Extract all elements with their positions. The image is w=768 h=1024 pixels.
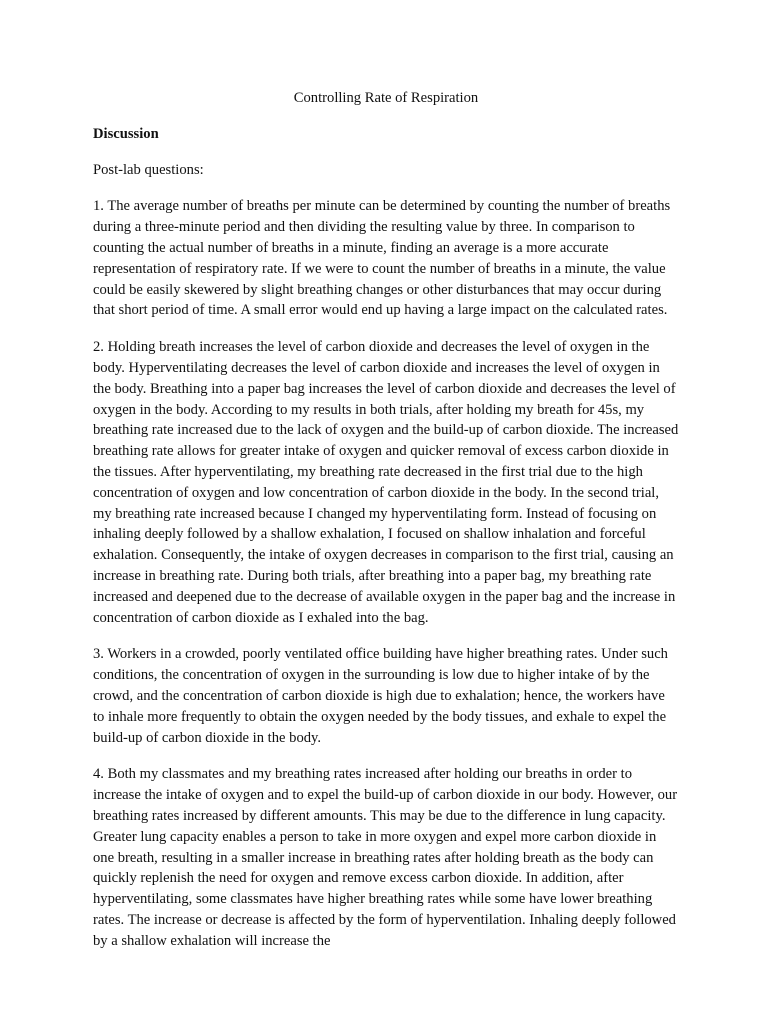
document-page — [93, 88, 679, 967]
section-subheading: Post-lab questions: — [93, 161, 204, 178]
section-heading: Discussion — [93, 125, 159, 142]
answer-paragraph-4: 4. Both my classmates and my breathing rates increased after holding our breaths in order to increase the intake of oxygen and to expel the build-up of carbon dioxide in our body. However, our breathing rates increased by different amounts. This may be due to the difference in lung capacity. Greater lung capacity enables a person to take in more oxygen and expel more carbon dioxide in one breath, resulting in a smaller increase in breathing rates after holding breath as the body can quickly replenish the need for oxygen and remove excess carbon dioxide. In addition, after hyperventilating, some classmates have higher breathing rates while some have lower breathing rates. The increase or decrease is affected by the form of hyperventilation. Inhaling deeply followed by a shallow exhalation will increase the — [93, 766, 678, 949]
document-title: Controlling Rate of Respiration — [293, 90, 479, 106]
answer-paragraph-2: 2. Holding breath increases the level of carbon dioxide and decreases the level of oxygen in the body. Hyperventilating decreases the level of carbon dioxide and increases the level of oxygen in the body. Breathing into a paper bag increases the level of carbon dioxide and decreases the level of oxygen in the body. According to my results in both trials, after holding my breath for 45s, my breathing rate increased due to the lack of oxygen and the build-up of carbon dioxide. The increased breathing rate allows for greater intake of oxygen and quicker removal of excess carbon dioxide in the tissues. After hyperventilating, my breathing rate decreased in the first trial due to the high concentration of oxygen and low concentration of carbon dioxide in the body. In the second trial, my breathing rate increased because I changed my hyperventilating form. Instead of focusing on inhaling deeply followed by a shallow exhalation, I focused on shallow inhalation and forceful exhalation. Consequently, the intake of oxygen decreases in comparison to the first trial, causing an increase in breathing rate. During both trials, after breathing into a paper bag, my breathing rate increased and deepened due to the decrease of available oxygen in the paper bag and the increase in concentration of carbon dioxide as I exhaled into the bag. — [93, 339, 679, 626]
answer-paragraph-3: 3. Workers in a crowded, poorly ventilated office building have higher breathing rates. Under such conditions, the concentration of oxygen in the surrounding is low due to higher intake of by the crowd, and the concentration of carbon dioxide is high due to exhalation; hence, the workers have to inhale more frequently to obtain the oxygen needed by the body tissues, and exhale to expel the build-up of carbon dioxide in the body. — [93, 646, 668, 746]
answer-paragraph-1: 1. The average number of breaths per minute can be determined by counting the number of breaths during a three-minute period and then dividing the resulting value by three. In comparison to counting the actual number of breaths in a minute, finding an average is a more accurate representation of respiratory rate. If we were to count the number of breaths in a minute, the value could be easily skewered by slight breathing changes or other disturbances that may occur during that short period of time. A small error would end up having a large impact on the calculated rates. — [93, 198, 671, 319]
